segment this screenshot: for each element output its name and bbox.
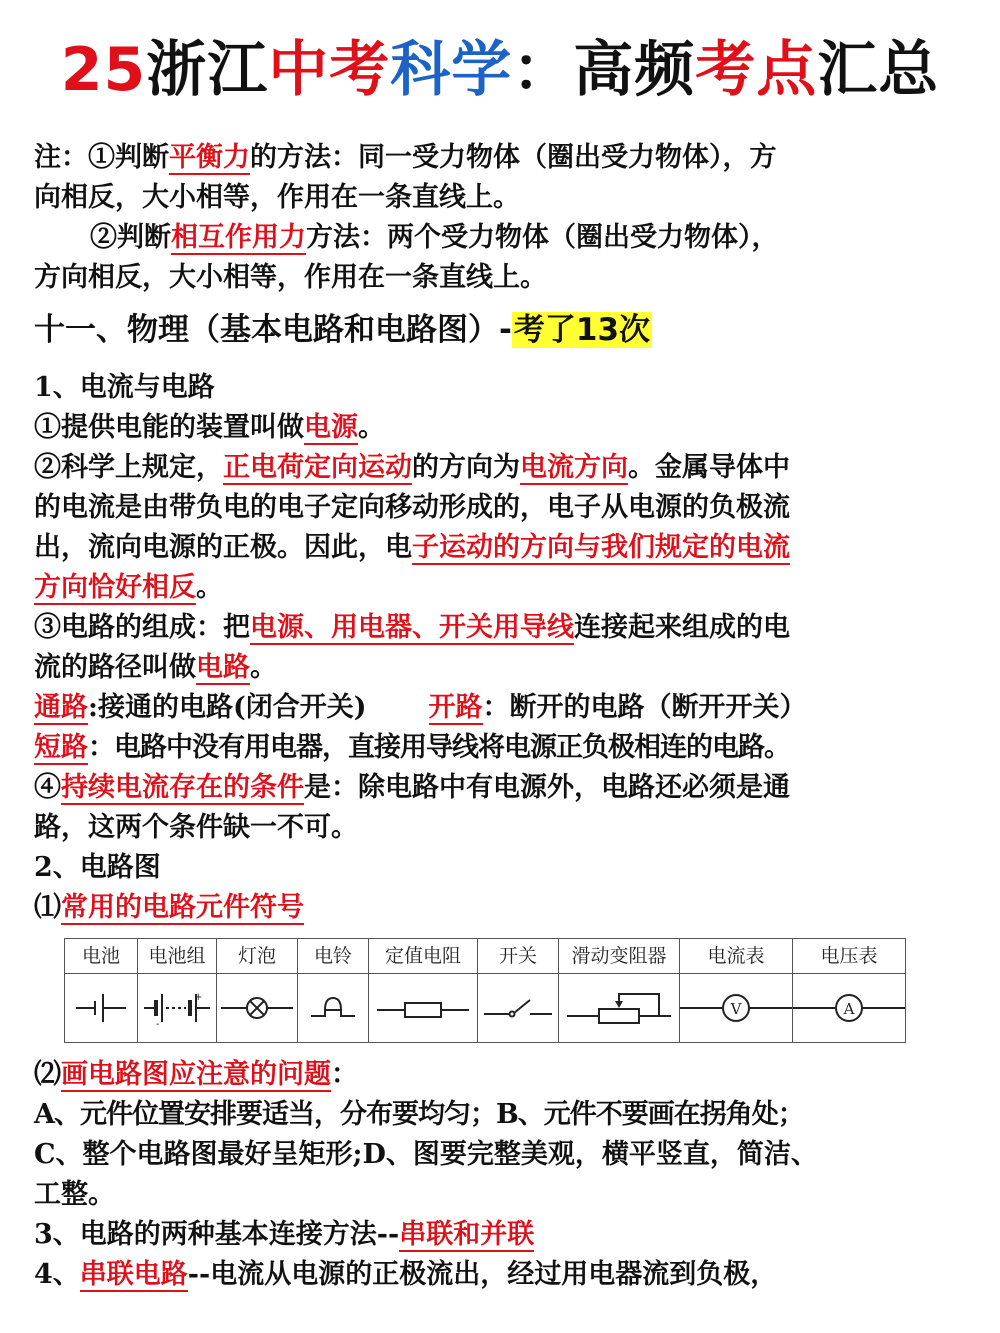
exam-count-badge: 考了13次 — [513, 312, 651, 348]
highlight-text: 子运动的方向与我们规定的电流 — [412, 532, 790, 563]
highlight-text: 串联电路 — [79, 1259, 188, 1290]
text: 。 — [196, 572, 223, 603]
title-part: 考点 — [695, 35, 818, 105]
symbol-header: 滑动变阻器 — [559, 939, 680, 974]
text: 注：①判断 — [34, 142, 169, 173]
symbol-header: 定值电阻 — [369, 939, 478, 974]
highlight-text: 串联和并联 — [399, 1219, 535, 1250]
highlight-text: 开路 — [428, 692, 483, 723]
highlight-text: 方向恰好相反 — [34, 572, 196, 603]
text-line: 的电流是由带负电的电子定向移动形成的，电子从电源的负极流 — [34, 492, 790, 523]
text-line — [34, 448, 974, 488]
subheading: 2、电路图 — [34, 852, 161, 883]
title-part: ：高频 — [512, 35, 696, 105]
lamp-symbol — [217, 974, 298, 1043]
text: --电流从电源的正极流出，经过用电器流到负极， — [187, 1259, 778, 1290]
text: ①提供电能的装置叫做 — [34, 412, 304, 443]
text-line — [34, 608, 974, 648]
text: 的方向为 — [412, 452, 520, 483]
text-line: C、整个电路图最好呈矩形;D、图要完整美观，横平竖直，简洁、 — [34, 1139, 818, 1170]
text-line — [34, 568, 974, 608]
title-part: 浙江 — [146, 35, 269, 105]
text-line — [34, 768, 974, 808]
text: 。 — [358, 412, 385, 443]
text-line — [34, 688, 974, 728]
text: ⑵ — [34, 1059, 61, 1090]
title-part: 科学 — [390, 35, 513, 105]
text: ④ — [34, 772, 61, 803]
highlight-text: 电源、用电器、开关用导线 — [250, 612, 574, 643]
bell-symbol — [298, 974, 369, 1043]
note-line — [34, 138, 974, 178]
note-line — [34, 218, 974, 258]
page-title — [0, 30, 1000, 110]
highlight-text: 平衡力 — [169, 142, 250, 173]
highlight-text: 短路 — [34, 732, 88, 763]
highlight-text: 正电荷定向运动 — [223, 452, 412, 483]
text: ⑴ — [34, 892, 61, 923]
text: 是：除电路中有电源外，电路还必须是通 — [304, 772, 790, 803]
highlight-text: 电路 — [196, 652, 250, 683]
text-line: 路，这两个条件缺一不可。 — [34, 812, 358, 843]
text: 的方法：同一受力物体（圈出受力物体），方 — [250, 142, 777, 173]
text-line: A、元件位置安排要适当，分布要均匀；B、元件不要画在拐角处； — [34, 1099, 804, 1130]
meter-label: A — [843, 1000, 855, 1018]
section-title: 十一、物理（基本电路和电路图）- — [34, 312, 512, 348]
text-line — [34, 1055, 974, 1095]
note-line: 向相反，大小相等，作用在一条直线上。 — [34, 182, 520, 213]
text: ：电路中没有用电器，直接用导线将电源正负极相连的电路。 — [88, 732, 790, 763]
symbol-header: 灯泡 — [217, 939, 298, 974]
text-line: 工整。 — [34, 1179, 115, 1210]
svg-text:-: - — [156, 1019, 160, 1028]
highlight-text: 画电路图应注意的问题 — [61, 1059, 331, 1090]
text: 方法：两个受力物体（圈出受力物体）， — [306, 222, 779, 253]
text: 连接起来组成的电 — [574, 612, 790, 643]
rheostat-symbol — [559, 974, 680, 1043]
title-part: 中考 — [268, 35, 391, 105]
highlight-text: 常用的电路元件符号 — [61, 892, 304, 923]
document-body — [34, 138, 974, 1295]
symbol-header: 电铃 — [298, 939, 369, 974]
symbol-header: 电流表 — [680, 939, 793, 974]
text: 。金属导体中 — [628, 452, 790, 483]
text-line — [34, 408, 974, 448]
symbol-header: 电压表 — [793, 939, 906, 974]
text: 出，流向电源的正极。因此，电 — [34, 532, 412, 563]
switch-symbol — [478, 974, 559, 1043]
highlight-text: 电源 — [304, 412, 358, 443]
text: :接通的电路(闭合开关) — [88, 692, 367, 723]
circuit-symbol-table — [64, 938, 906, 1043]
title-part: 汇总 — [817, 35, 940, 105]
text: ： — [331, 1059, 358, 1090]
svg-text:+: + — [194, 992, 203, 1003]
resistor-symbol — [369, 974, 478, 1043]
text: 3、电路的两种基本连接方法-- — [34, 1219, 400, 1250]
text: ③电路的组成：把 — [34, 612, 250, 643]
highlight-text: 相互作用力 — [171, 222, 306, 253]
text-line — [34, 528, 974, 568]
text-line — [34, 1215, 974, 1255]
symbol-header: 电池 — [65, 939, 138, 974]
text: ②判断 — [90, 222, 171, 253]
battery-pack-symbol — [138, 974, 217, 1043]
highlight-text: 电流方向 — [520, 452, 628, 483]
text-line — [34, 888, 974, 928]
text: 4、 — [34, 1259, 80, 1290]
text-line — [34, 648, 974, 688]
battery-symbol — [65, 974, 138, 1043]
ammeter-column-symbol — [680, 974, 793, 1043]
text: ②科学上规定， — [34, 452, 223, 483]
text: ：断开的电路（断开开关） — [482, 692, 807, 723]
symbol-header: 电池组 — [138, 939, 217, 974]
title-part: 25 — [60, 35, 147, 105]
text-line — [34, 728, 974, 768]
voltmeter-column-symbol — [793, 974, 906, 1043]
section-heading — [34, 302, 974, 358]
subheading: 1、电流与电路 — [34, 372, 215, 403]
text: 。 — [250, 652, 277, 683]
symbol-header: 开关 — [478, 939, 559, 974]
highlight-text: 持续电流存在的条件 — [61, 772, 304, 803]
note-line: 方向相反，大小相等，作用在一条直线上。 — [34, 262, 547, 293]
highlight-text: 通路 — [34, 692, 88, 723]
meter-label: V — [730, 1000, 742, 1018]
text: 流的路径叫做 — [34, 652, 196, 683]
text-line — [34, 1255, 974, 1295]
